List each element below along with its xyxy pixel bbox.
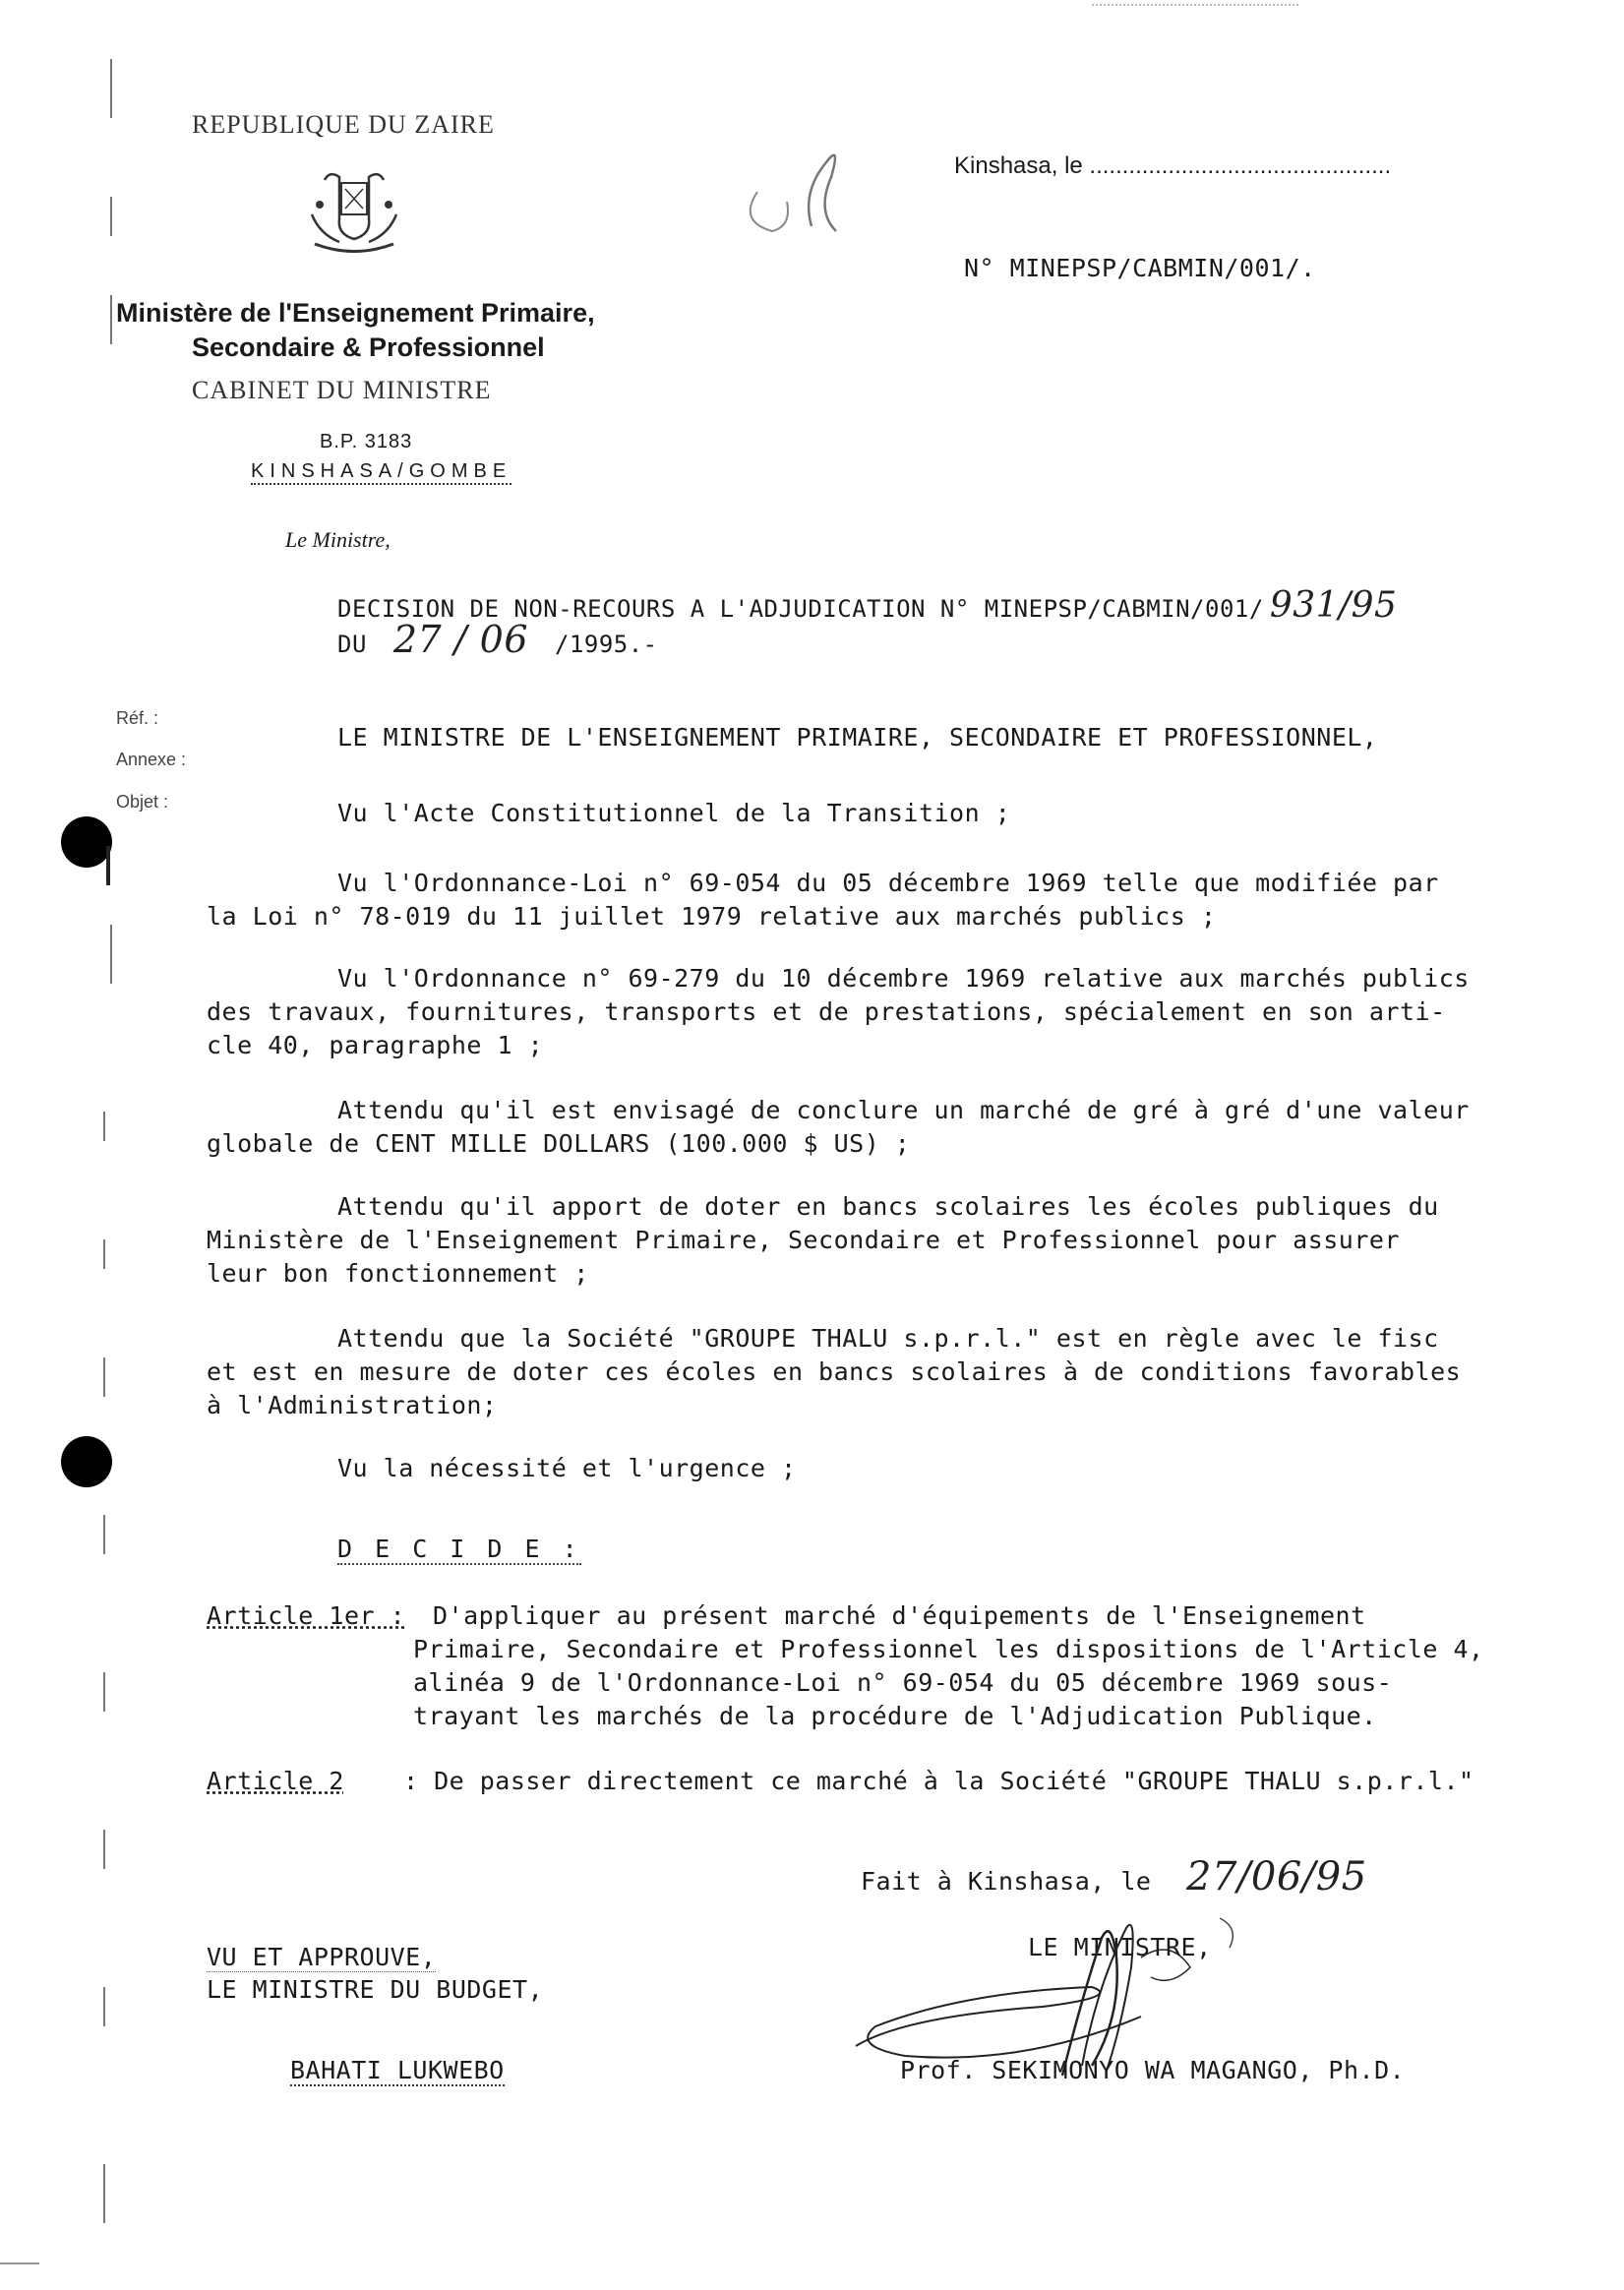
budget-minister-name: BAHATI LUKWEBO xyxy=(290,2056,505,2084)
margin-dash xyxy=(103,2164,105,2223)
article-2-label: Article 2 xyxy=(207,1767,344,1795)
whereas-ordinance-l1: Vu l'Ordonnance n° 69-279 du 10 décembre 1969 relative aux marchés publics xyxy=(337,964,1470,993)
signature-date-handwritten: 27/06/95 xyxy=(1186,1854,1367,1899)
minister-name: Prof. SEKIMONYO WA MAGANGO, Ph.D. xyxy=(900,2056,1406,2084)
article-1-line3: alinéa 9 de l'Ordonnance-Loi n° 69-054 du 05 décembre 1969 sous- xyxy=(413,1668,1393,1697)
article-2-text: : De passer directement ce marché à la Société "GROUPE THALU s.p.r.l." xyxy=(403,1767,1474,1795)
cabinet-label: CABINET DU MINISTRE xyxy=(192,376,492,404)
coat-of-arms-emblem xyxy=(300,165,408,259)
decision-title-line2 xyxy=(337,618,658,661)
margin-dash xyxy=(103,1515,105,1554)
approval-line2: LE MINISTRE DU BUDGET, xyxy=(207,1975,544,2004)
ministry-name-line1: Ministère de l'Enseignement Primaire, xyxy=(116,298,595,328)
whereas-schools-l1: Attendu qu'il apport de doter en bancs scolaires les écoles publiques du xyxy=(337,1192,1439,1221)
signature-place-label: Fait à Kinshasa, le xyxy=(861,1867,1152,1896)
article-1-label: Article 1er : xyxy=(207,1601,406,1630)
punch-hole xyxy=(61,816,112,868)
handwritten-mark xyxy=(718,133,866,251)
whereas-company-l3: à l'Administration; xyxy=(207,1391,498,1419)
scan-artifact-top xyxy=(1092,4,1298,20)
city-label: KINSHASA/GOMBE xyxy=(251,460,511,485)
minister-title: LE MINISTRE, xyxy=(1028,1933,1212,1961)
signature-place-date xyxy=(861,1854,1367,1899)
article-1-line1: D'appliquer au présent marché d'équipements de l'Enseignement xyxy=(433,1601,1366,1630)
whereas-constitution: Vu l'Acte Constitutionnel de la Transition ; xyxy=(337,799,1011,827)
reference-number: N° MINEPSP/CABMIN/001/. xyxy=(964,254,1316,282)
whereas-company-l1: Attendu que la Société "GROUPE THALU s.p.r.l." est en règle avec le fisc xyxy=(337,1324,1439,1353)
margin-dash xyxy=(103,1672,105,1712)
decision-title-text: DECISION DE NON-RECOURS A L'ADJUDICATION N° MINEPSP/CABMIN/001/ xyxy=(337,595,1264,623)
intro-line: LE MINISTRE DE L'ENSEIGNEMENT PRIMAIRE, SECONDAIRE ET PROFESSIONNEL, xyxy=(337,723,1378,752)
margin-label-object: Objet : xyxy=(116,792,169,812)
margin-dash xyxy=(103,1830,105,1869)
whereas-ordinance-l3: cle 40, paragraphe 1 ; xyxy=(207,1031,544,1059)
approval-line1: VU ET APPROUVE, xyxy=(207,1943,437,1971)
whereas-urgency: Vu la nécessité et l'urgence ; xyxy=(337,1454,797,1482)
margin-dash xyxy=(103,1987,105,2026)
whereas-value-l1: Attendu qu'il est envisagé de conclure un marché de gré à gré d'une valeur xyxy=(337,1096,1470,1124)
decision-date-handwritten: 27 / 06 xyxy=(392,618,529,661)
whereas-schools-l3: leur bon fonctionnement ; xyxy=(207,1259,589,1288)
margin-dash xyxy=(103,1239,105,1269)
margin-dash xyxy=(110,925,112,984)
margin-dash xyxy=(106,846,110,885)
ministry-name-line2: Secondaire & Professionnel xyxy=(192,332,545,362)
whereas-company-l2: et est en mesure de doter ces écoles en bancs scolaires à de conditions favorables xyxy=(207,1357,1462,1386)
postal-box: B.P. 3183 xyxy=(320,431,413,452)
article-1-line2: Primaire, Secondaire et Professionnel les dispositions de l'Article 4, xyxy=(413,1635,1484,1663)
country-name: REPUBLIQUE DU ZAIRE xyxy=(192,110,495,139)
scan-artifact-bottom xyxy=(0,2262,39,2264)
margin-dash xyxy=(110,295,112,344)
whereas-ordinance-l2: des travaux, fournitures, transports et de prestations, spécialement en son arti- xyxy=(207,997,1446,1026)
margin-label-ref: Réf. : xyxy=(116,708,159,728)
margin-dash xyxy=(103,1112,105,1141)
margin-dash xyxy=(103,1357,105,1397)
decision-title-year: /1995.- xyxy=(554,631,658,658)
role-label: Le Ministre, xyxy=(285,527,391,552)
whereas-ordinance-loi-l2: la Loi n° 78-019 du 11 juillet 1979 relative aux marchés publics ; xyxy=(207,902,1217,931)
whereas-value-l2: globale de CENT MILLE DOLLARS (100.000 $ US) ; xyxy=(207,1129,911,1158)
whereas-schools-l2: Ministère de l'Enseignement Primaire, Secondaire et Professionnel pour assurer xyxy=(207,1226,1400,1254)
margin-dash xyxy=(110,197,112,236)
decide-heading: D E C I D E : xyxy=(337,1535,581,1563)
article-1-line4: trayant les marchés de la procédure de l'Adjudication Publique. xyxy=(413,1702,1377,1730)
margin-label-annex: Annexe : xyxy=(116,750,187,769)
place-date-field: Kinshasa, le .............................................. xyxy=(954,152,1392,179)
decision-number-handwritten: 931/95 xyxy=(1269,585,1398,626)
punch-hole xyxy=(61,1436,112,1487)
margin-dash xyxy=(110,59,112,118)
whereas-ordinance-loi-l1: Vu l'Ordonnance-Loi n° 69-054 du 05 décembre 1969 telle que modifiée par xyxy=(337,869,1439,897)
decision-title-du: DU xyxy=(337,631,367,658)
